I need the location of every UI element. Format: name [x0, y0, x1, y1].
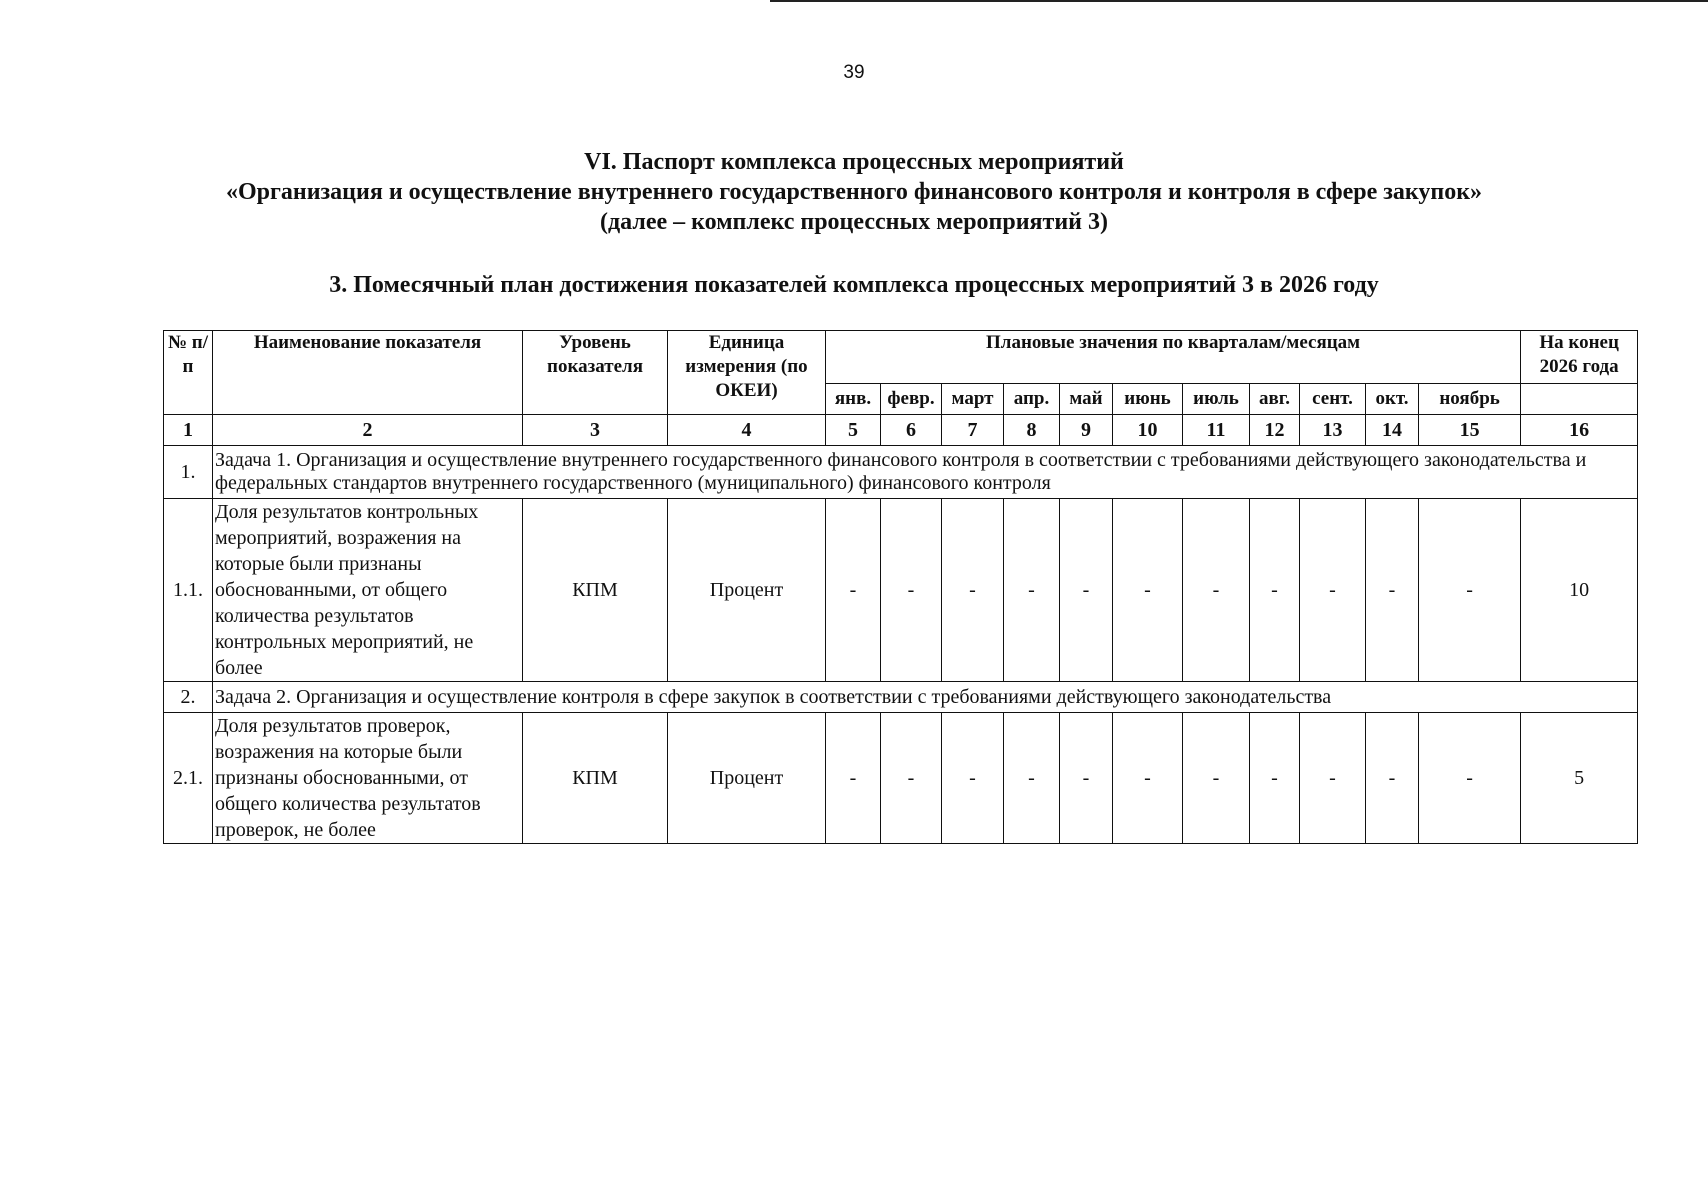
monthly-value: - [1183, 499, 1250, 682]
month-end-empty [1521, 384, 1638, 415]
monthly-value: - [1366, 499, 1419, 682]
column-number: 8 [1004, 415, 1060, 446]
month-apr: апр. [1004, 384, 1060, 415]
column-numbers-row [164, 415, 1638, 446]
task-number: 1. [164, 446, 213, 499]
monthly-value: - [1419, 499, 1521, 682]
task-number: 2. [164, 682, 213, 713]
indicator-unit: Процент [668, 713, 826, 844]
column-number: 4 [668, 415, 826, 446]
page-number: 39 [843, 62, 865, 83]
indicator-number: 2.1. [164, 713, 213, 844]
heading-line-3: (далее – комплекс процессных мероприятий 3) [600, 209, 1108, 235]
monthly-value: - [1060, 499, 1113, 682]
task-row [164, 446, 1638, 499]
monthly-value: - [1300, 713, 1366, 844]
month-sep: сент. [1300, 384, 1366, 415]
column-number: 14 [1366, 415, 1419, 446]
document-heading [0, 147, 1708, 237]
header-level: Уровень показателя [523, 331, 668, 415]
end-of-year-value: 10 [1521, 499, 1638, 682]
indicator-row [164, 499, 1638, 682]
monthly-value: - [1366, 713, 1419, 844]
month-oct: окт. [1366, 384, 1419, 415]
indicator-unit: Процент [668, 499, 826, 682]
heading-line-1: VI. Паспорт комплекса процессных мероприятий [584, 149, 1124, 175]
column-number: 10 [1113, 415, 1183, 446]
month-mar: март [942, 384, 1004, 415]
monthly-value: - [1113, 713, 1183, 844]
header-name: Наименование показателя [213, 331, 523, 415]
column-number: 3 [523, 415, 668, 446]
task-text: Задача 1. Организация и осуществление внутреннего государственного финансового контроля в соответствии с требованиями действующего законодательства и федеральных стандартов внутреннего государственного (муниципального) финансового контроля [213, 446, 1638, 499]
indicator-row [164, 713, 1638, 844]
column-number: 7 [942, 415, 1004, 446]
monthly-value: - [826, 499, 881, 682]
monthly-value: - [1419, 713, 1521, 844]
monthly-value: - [1004, 713, 1060, 844]
monthly-value: - [1250, 499, 1300, 682]
indicator-number: 1.1. [164, 499, 213, 682]
end-of-year-value: 5 [1521, 713, 1638, 844]
monthly-value: - [881, 499, 942, 682]
monthly-plan-table [163, 330, 1638, 844]
task-text: Задача 2. Организация и осуществление контроля в сфере закупок в соответствии с требованиями действующего законодательства [213, 682, 1638, 713]
monthly-value: - [942, 499, 1004, 682]
header-end: На конец 2026 года [1521, 331, 1638, 384]
monthly-value: - [1004, 499, 1060, 682]
column-number: 6 [881, 415, 942, 446]
column-number: 13 [1300, 415, 1366, 446]
header-unit: Единица измерения (по ОКЕИ) [668, 331, 826, 415]
header-planned: Плановые значения по кварталам/месяцам [826, 331, 1521, 384]
column-number: 15 [1419, 415, 1521, 446]
monthly-value: - [1183, 713, 1250, 844]
monthly-value: - [826, 713, 881, 844]
heading-line-2: «Организация и осуществление внутреннего государственного финансового контроля и контроля в сфере закупок» [225, 179, 1483, 205]
column-number: 5 [826, 415, 881, 446]
header-num: № п/п [164, 331, 213, 415]
monthly-value: - [942, 713, 1004, 844]
column-number: 9 [1060, 415, 1113, 446]
month-aug: авг. [1250, 384, 1300, 415]
month-nov: ноябрь [1419, 384, 1521, 415]
column-number: 1 [164, 415, 213, 446]
column-number: 16 [1521, 415, 1638, 446]
section-title: 3. Помесячный план достижения показателей комплекса процессных мероприятий 3 в 2026 году [329, 272, 1379, 298]
month-may: май [1060, 384, 1113, 415]
month-jul: июль [1183, 384, 1250, 415]
top-rule [770, 0, 1708, 2]
indicator-level: КПМ [523, 713, 668, 844]
header-row [164, 331, 1638, 384]
month-feb: февр. [881, 384, 942, 415]
monthly-value: - [1250, 713, 1300, 844]
indicator-level: КПМ [523, 499, 668, 682]
month-jan: янв. [826, 384, 881, 415]
monthly-value: - [1060, 713, 1113, 844]
monthly-value: - [1300, 499, 1366, 682]
month-jun: июнь [1113, 384, 1183, 415]
column-number: 11 [1183, 415, 1250, 446]
indicator-name: Доля результатов проверок, возражения на которые были признаны обоснованными, от общего количества результатов проверок, не более [213, 713, 523, 844]
monthly-value: - [1113, 499, 1183, 682]
indicator-name: Доля результатов контрольных мероприятий, возражения на которые были признаны обоснованными, от общего количества результатов контрольных мероприятий, не более [213, 499, 523, 682]
column-number: 2 [213, 415, 523, 446]
monthly-value: - [881, 713, 942, 844]
task-row [164, 682, 1638, 713]
column-number: 12 [1250, 415, 1300, 446]
